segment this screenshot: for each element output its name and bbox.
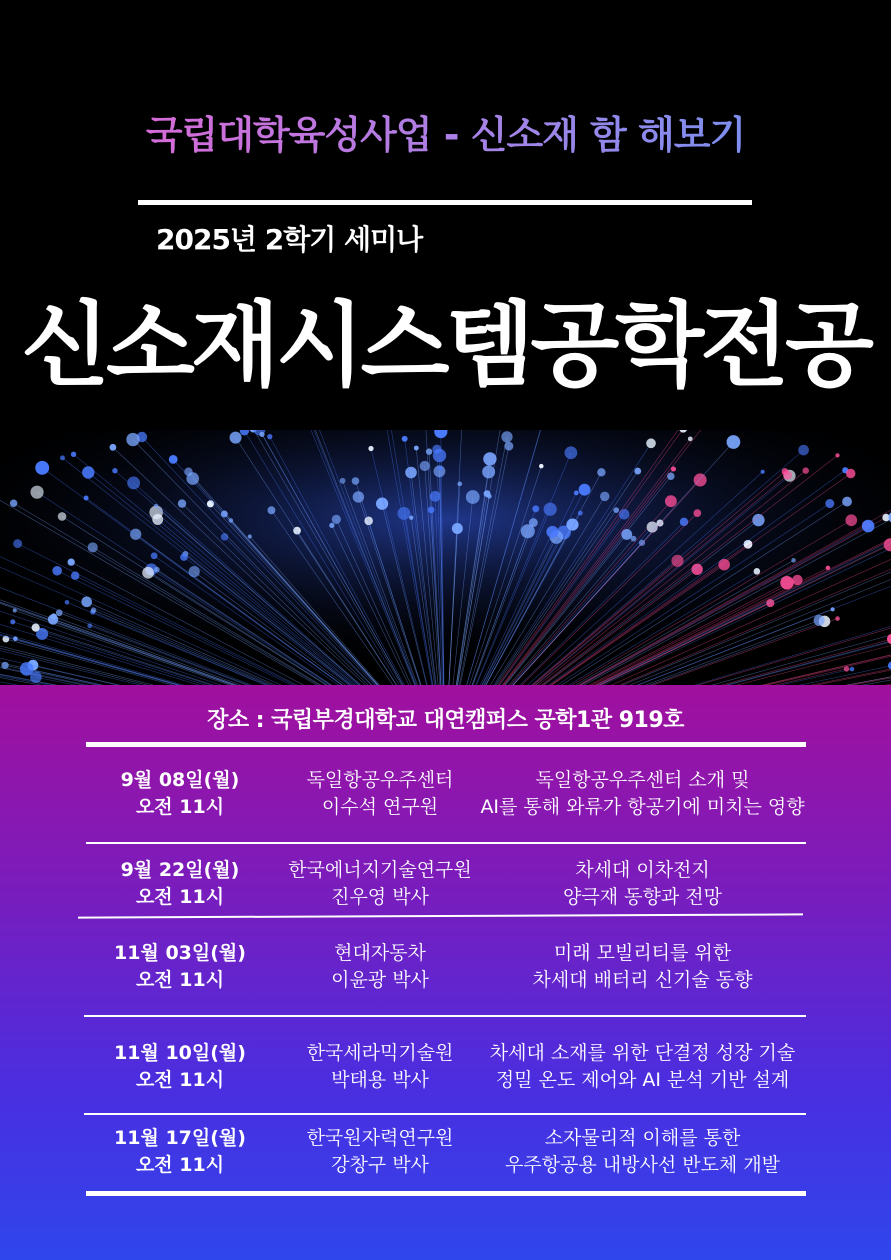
- speaker-org: 한국에너지기술연구원: [288, 859, 472, 881]
- seminar-date: 11월 10일(월): [114, 1042, 246, 1064]
- speaker-name: 강창구 박사: [331, 1154, 429, 1176]
- schedule-section: [0, 685, 891, 1260]
- topic-line: 차세대 배터리 신기술 동향: [532, 969, 753, 991]
- topic-line: 미래 모빌리티를 위한: [553, 942, 732, 964]
- department-title: 신소재시스템공학전공: [21, 292, 870, 399]
- topic-line: 정밀 온도 제어와 AI 분석 기반 설계: [495, 1069, 790, 1091]
- topic-line: 양극재 동향과 전망: [563, 886, 722, 908]
- speaker-org: 독일항공우주센터: [306, 769, 454, 791]
- seminar-time: 오전 11시: [135, 969, 225, 991]
- topic-line: AI를 통해 와류가 항공기에 미치는 영향: [480, 796, 805, 818]
- venue-text: 장소 : 국립부경대학교 대연캠퍼스 공학1관 919호: [207, 708, 684, 733]
- row-divider: [84, 1015, 806, 1017]
- seminar-time: 오전 11시: [135, 1069, 225, 1091]
- speaker-name: 이윤광 박사: [331, 969, 429, 991]
- fiber-optic-image: [0, 430, 891, 686]
- row-divider: [78, 913, 803, 918]
- speaker-name: 이수석 연구원: [321, 796, 439, 818]
- row-divider: [86, 842, 806, 844]
- seminar-date: 11월 17일(월): [114, 1127, 246, 1149]
- speaker-name: 진우영 박사: [331, 886, 429, 908]
- topic-line: 차세대 소재를 위한 단결정 성장 기술: [489, 1042, 796, 1064]
- topic-line: 소자물리적 이해를 통한: [544, 1127, 741, 1149]
- schedule-top-divider: [86, 742, 806, 747]
- speaker-org: 한국원자력연구원: [306, 1127, 454, 1149]
- speaker-name: 박태용 박사: [331, 1069, 429, 1091]
- row-divider: [84, 1113, 806, 1115]
- speaker-org: 현대자동차: [334, 942, 426, 964]
- topic-line: 차세대 이차전지: [575, 859, 710, 881]
- seminar-date: 9월 22일(월): [120, 859, 240, 881]
- seminar-date: 9월 08일(월): [120, 769, 240, 791]
- topic-line: 독일항공우주센터 소개 및: [535, 769, 750, 791]
- program-subtitle: 국립대학육성사업 - 신소재 함 해보기: [0, 104, 891, 159]
- seminar-time: 오전 11시: [135, 796, 225, 818]
- header-divider: [138, 200, 752, 205]
- semester-label: 2025년 2학기 세미나: [156, 223, 423, 256]
- seminar-time: 오전 11시: [135, 1154, 225, 1176]
- seminar-date: 11월 03일(월): [114, 942, 246, 964]
- topic-line: 우주항공용 내방사선 반도체 개발: [504, 1154, 781, 1176]
- seminar-time: 오전 11시: [135, 886, 225, 908]
- speaker-org: 한국세라믹기술원: [306, 1042, 454, 1064]
- schedule-bottom-divider: [86, 1191, 806, 1196]
